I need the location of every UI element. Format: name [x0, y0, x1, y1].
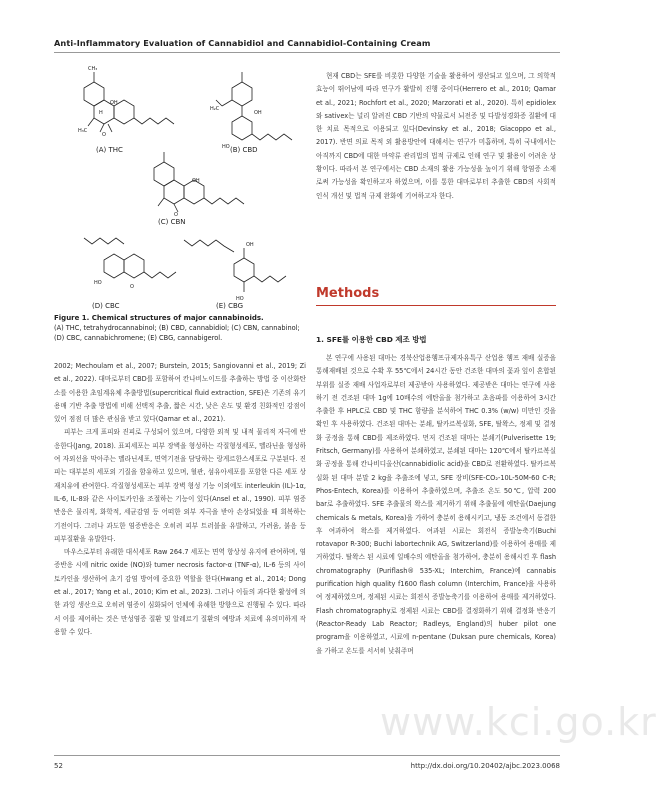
methods-heading [316, 286, 556, 306]
cbc-o-label: O [130, 284, 134, 290]
cbd-tail [252, 134, 292, 140]
cbd-ring-a [232, 82, 252, 106]
label-cbg: (E) CBG [216, 302, 244, 310]
subsection-heading: 1. SFE를 이용한 CBD 제조 방법 [316, 335, 427, 344]
right-column-methods [316, 352, 556, 658]
label-cbd: (B) CBD [230, 146, 258, 154]
left-paragraph-2: 피부는 크게 표피와 진피로 구성되어 있으며, 다양한 외적 및 내적 물리적 자극에 반응한다(Jang, 2018). 표피세포는 피부 장벽을 형성하는 각질형성세포, 멜라닌을 형성하여 자외선을 막아주는 멜라닌세포, 면역기전을 담당하는 랑게르한스세포로 구분된다. 진피는 대부분의 세포외 기질을 함유하고 있으며, 혈관, 섬유아세포를 포함한 다른 세포 상재치유에 관여한다. 각질형성세포는 피부 장벽 형성 기능 이외에도 interleukin (IL)-1α, IL-6, IL-8와 같은 사이토카인을 조절하는 기능이 있다(Ansel et al., 1990). 피부 염증반응은 물리적, 화학적, 세균감염 등 어떠한 외부 자극을 받아 손상되었을 때 회복하는 기전이다. 그러나 과도한 염증반응은 오히려 피부 트러블을 유발하고, 가려움, 붉음 등 피부질환을 유발한다. [54, 428, 306, 543]
caption-body: (A) THC, tetrahydrocannabinol; (B) CBD, cannabidiol; (C) CBN, cannabinol; (D) CBC, cannabichromene; (E) CBG, cannabigerol. [54, 323, 300, 342]
cbc-tail [144, 272, 176, 278]
section-title: Methods [316, 286, 380, 301]
cbd-ho-label: HO [222, 144, 230, 150]
left-paragraph-1: 2002; Mechoulam et al., 2007; Burstein, 2015; Sangiovanni et al., 2019; Zi et al., 2022). 대마로부터 CBD를 포함하여 칸나비노이드를 추출하는 방법 중 이산화탄소를 이용한 초임계유체 추출방법(supercritical fluid extraction, SFE)은 기존의 유기용매 기반 추출 방법에 비해 선택적 추출, 짧은 시간, 낮은 온도 및 환경 친화적인 강점이 있어 점점 더 많은 관심을 받고 있다(Qamar et al., 2021). [54, 362, 306, 424]
cbd-ring-b [232, 116, 252, 140]
cbn-o-label: O [174, 212, 178, 218]
thc-ch3-label: CH₃ [88, 66, 98, 72]
cbn-ring-b [164, 180, 184, 204]
cbc-chain [84, 238, 124, 244]
cbg-chain [184, 240, 234, 252]
label-cbc: (D) CBC [92, 302, 120, 310]
cbn-tail [204, 198, 244, 204]
thc-ring-a [84, 82, 104, 106]
thc-tail [134, 118, 174, 124]
right-column-intro [316, 70, 556, 203]
header-rule [54, 52, 560, 53]
cbn-oh-label: OH [192, 178, 200, 184]
label-thc: (A) THC [96, 146, 123, 154]
cbd-h2c-label: H₂C [210, 106, 220, 112]
thc-oh-label: OH [110, 100, 118, 106]
cbc-ho-label: HO [94, 280, 102, 286]
right-paragraph-1: 현재 CBD는 SFE를 비롯한 다양한 기술을 활용하여 생산되고 있으며, 그 의학적 효능이 뛰어남에 따라 연구가 활발히 진행 중이다(Herrero et al., 2010; Qamar et al., 2021; Rochfort et al., 2020; Marzorati et al., 2020). 특히 epidiolex와 sativex는 널리 알려진 CBD 기반의 약물로서 뇌전증 및 다발성경화증 질환에 대한 치료 목적으로 이용되고 있다(Devinsky et al., 2018; Giacoppo et al., 2017). 반면 의료 목적 외 활용방안에 대해서는 연구가 미흡하며, 특히 국내에서는 아직까지 CBD에 대한 마약류 관리법의 법적 규제로 인해 연구 및 활용이 어려운 상황이다. 따라서 본 연구에서는 CBD 소재의 활용 가능성을 높이기 위해 항염증 소재로써 가능성을 확인하고자 하였으며, 이를 통한 대마로부터 추출한 CBD의 사회적 인식 개선 및 법적 규제 완화에 기여하고자 한다. [316, 72, 556, 200]
left-paragraph-3: 마우스로부터 유래한 대식세포 Raw 264.7 세포는 면역 항상성 유지에 관여하며, 염증반응 시에 nitric oxide (NO)와 tumer necrosis factor-α (TNF-α), IL-6 등의 사이토카인을 생산하여 초기 감염 방어에 중요한 역할을 한다(Hwang et al., 2014; Dong et al., 2017; Yang et al., 2010; Kim et al., 2023). 그러나 이들의 과다한 활성에 의한 과잉 생산으로 오히려 염증이 심화되어 인체에 유해한 방향으로 진행될 수 있다. 따라서 이를 제어하는 것은 만성염증 질환 및 알레르기 질환의 예방과 치료에 유의미하게 작용할 수 있다. [54, 548, 306, 636]
footer-rule [54, 755, 560, 756]
cbg-tail [254, 276, 286, 282]
thc-o-label: O [102, 132, 106, 138]
doi-link[interactable]: http://dx.doi.org/10.20402/ajbc.2023.0068 [410, 762, 560, 770]
cbg-ring [234, 258, 254, 282]
thc-h-label: H [99, 110, 103, 116]
cbg-oh-label: OH [246, 242, 254, 248]
cbd-oh-label: OH [254, 110, 262, 116]
figure-caption [54, 314, 306, 343]
watermark: www.kci.go.kr [380, 700, 657, 744]
cbn-ring-a [154, 162, 174, 186]
caption-title: Figure 1. Chemical structures of major cannabinoids. [54, 314, 264, 322]
running-title: Anti-Inflammatory Evaluation of Cannabidiol and Cannabidiol-Containing Cream [54, 38, 431, 48]
cbc-ring-b [124, 254, 144, 278]
left-column [54, 360, 306, 639]
section-rule [316, 305, 556, 306]
label-cbn: (C) CBN [158, 218, 186, 226]
cbc-ring-a [104, 254, 124, 278]
page-number: 52 [54, 762, 63, 770]
thc-h3c-label: H₃C [78, 128, 88, 134]
chemical-structures-figure [54, 62, 304, 314]
right-paragraph-2: 본 연구에 사용된 대마는 경북산업용헴프규제자유특구 산업용 헴프 재배 실증을 통해재배된 것으로 수확 후 55℃에서 24시간 동안 건조한 대마의 꽃과 잎이 혼합된 부위를 실증 재배 사업자로부터 제공받아 사용하였다. 제공받은 대마는 연구에 사용하기 전 건조된 대마 1g에 10배수의 에탄올을 첨가하고 초음파를 이용하여 3시간 추출한 후 HPLC로 CBD 및 THC 함량을 분석하여 THC 0.3% (w/w) 미만인 것을 확인 후 사용하였다. 건조된 대마는 분쇄, 탈카르복실화, SFE, 탈왁스, 정제 및 결정화 공정을 통해 CBD를 제조하였다. 먼저 건조된 대마는 분쇄기(Pulverisette 19; Fritsch, Germany)를 사용하여 분쇄하였고, 분쇄된 대마는 120℃에서 탈카르복실화 공정을 통해 칸나비디올산(cannabidiolic acid)을 CBD로 전환하였다. 탈카르복실화 된 대마 분말 2 kg을 추출조에 넣고, SFE 장비(SFE-CO₂-10L-50M-60 C-R; Phos-Entech, Korea)를 이용하여 추출하였으며, 추출조 온도 50℃, 압력 200 bar로 추출하였다. SFE 추출물의 왁스를 제거하기 위해 추출물에 에탄올(Daejung chemicals & metals, Korea)을 가하여 충분히 용해시키고, 냉동 조건에서 동결한 후 여과하여 왁스를 제거하였다. 여과된 시료는 회전식 증발농축기(Buchi rotavapor R-300; Buchi labortechnik AG, Switzerland)를 이용하여 용매를 제거하였다. 탈왁스 된 시료에 일배수의 에탄올을 첨가하여, 충분히 용해시킨 후 flash chromatography (Puriflash® 535-XL; Interchim, France)에 cannabis purification high quality f1600 flash column (Interchim, France)을 사용하여 정제하였으며, 정제된 시료는 회전식 증발농축기를 이용하여 용매를 제거하였다. Flash chromatography로 정제된 시료는 CBD를 결정화하기 위해 결정화 반응기(Reactor-Ready Lab Reactor; Radleys, England)의 huber pilot one program을 이용하였고, 시료에 n-pentane (Duksan pure chemicals, Korea)을 가하고 온도를 서서히 낮춰주며 [316, 354, 556, 655]
structures-svg [54, 62, 304, 314]
cbg-ho-label: HO [236, 296, 244, 302]
